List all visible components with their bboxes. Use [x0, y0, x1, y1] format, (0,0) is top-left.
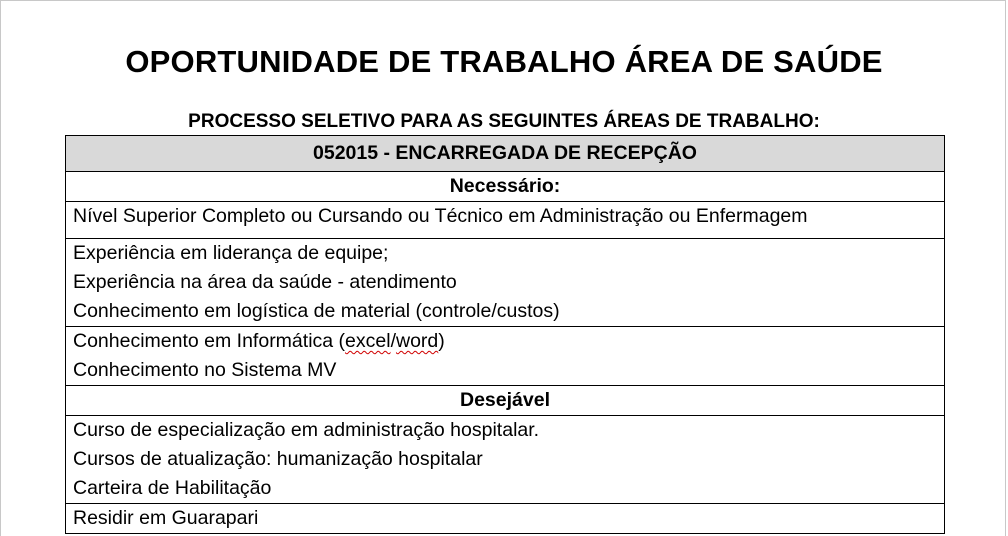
list-item: Carteira de Habilitação [73, 477, 272, 499]
table-row [66, 239, 945, 327]
systems-knowledge-cell [66, 327, 945, 386]
experience-cell [66, 239, 945, 327]
spellcheck-word-word: word [395, 330, 439, 352]
table-row [66, 327, 945, 386]
page-title: OPORTUNIDADE DE TRABALHO ÁREA DE SAÚDE [125, 44, 883, 79]
table-row [66, 172, 945, 202]
table-row [66, 202, 945, 239]
desirable-cell [66, 416, 945, 504]
spellcheck-word-excel: excel [345, 330, 391, 352]
requirements-table [65, 135, 945, 534]
desirable-heading: Desejável [66, 386, 945, 416]
table-row [66, 386, 945, 416]
list-item: Experiência em liderança de equipe; [73, 242, 389, 264]
page-subtitle: PROCESSO SELETIVO PARA AS SEGUINTES ÁREAS DE TRABALHO: [188, 111, 820, 132]
list-item: Experiência na área da saúde - atendimento [73, 271, 457, 293]
list-item: Cursos de atualização: humanização hospitalar [73, 448, 483, 470]
it-knowledge-prefix: Conhecimento em Informática ( [73, 330, 346, 352]
residence-requirement: Residir em Guarapari [66, 504, 945, 534]
list-item: Conhecimento em logística de material (controle/custos) [73, 300, 560, 322]
it-knowledge-suffix: ) [438, 330, 445, 352]
table-row [66, 416, 945, 504]
education-requirement: Nível Superior Completo ou Cursando ou Técnico em Administração ou Enfermagem [66, 202, 945, 239]
it-knowledge-item [73, 327, 937, 356]
list-item: Curso de especialização em administração hospitalar. [73, 419, 540, 441]
table-row [66, 504, 945, 534]
job-header-cell: 052015 - ENCARREGADA DE RECEPÇÃO [66, 136, 945, 172]
table-row [66, 136, 945, 172]
list-item: Conhecimento no Sistema MV [73, 359, 337, 381]
it-knowledge-separator: / [390, 330, 396, 352]
necessary-heading: Necessário: [66, 172, 945, 202]
